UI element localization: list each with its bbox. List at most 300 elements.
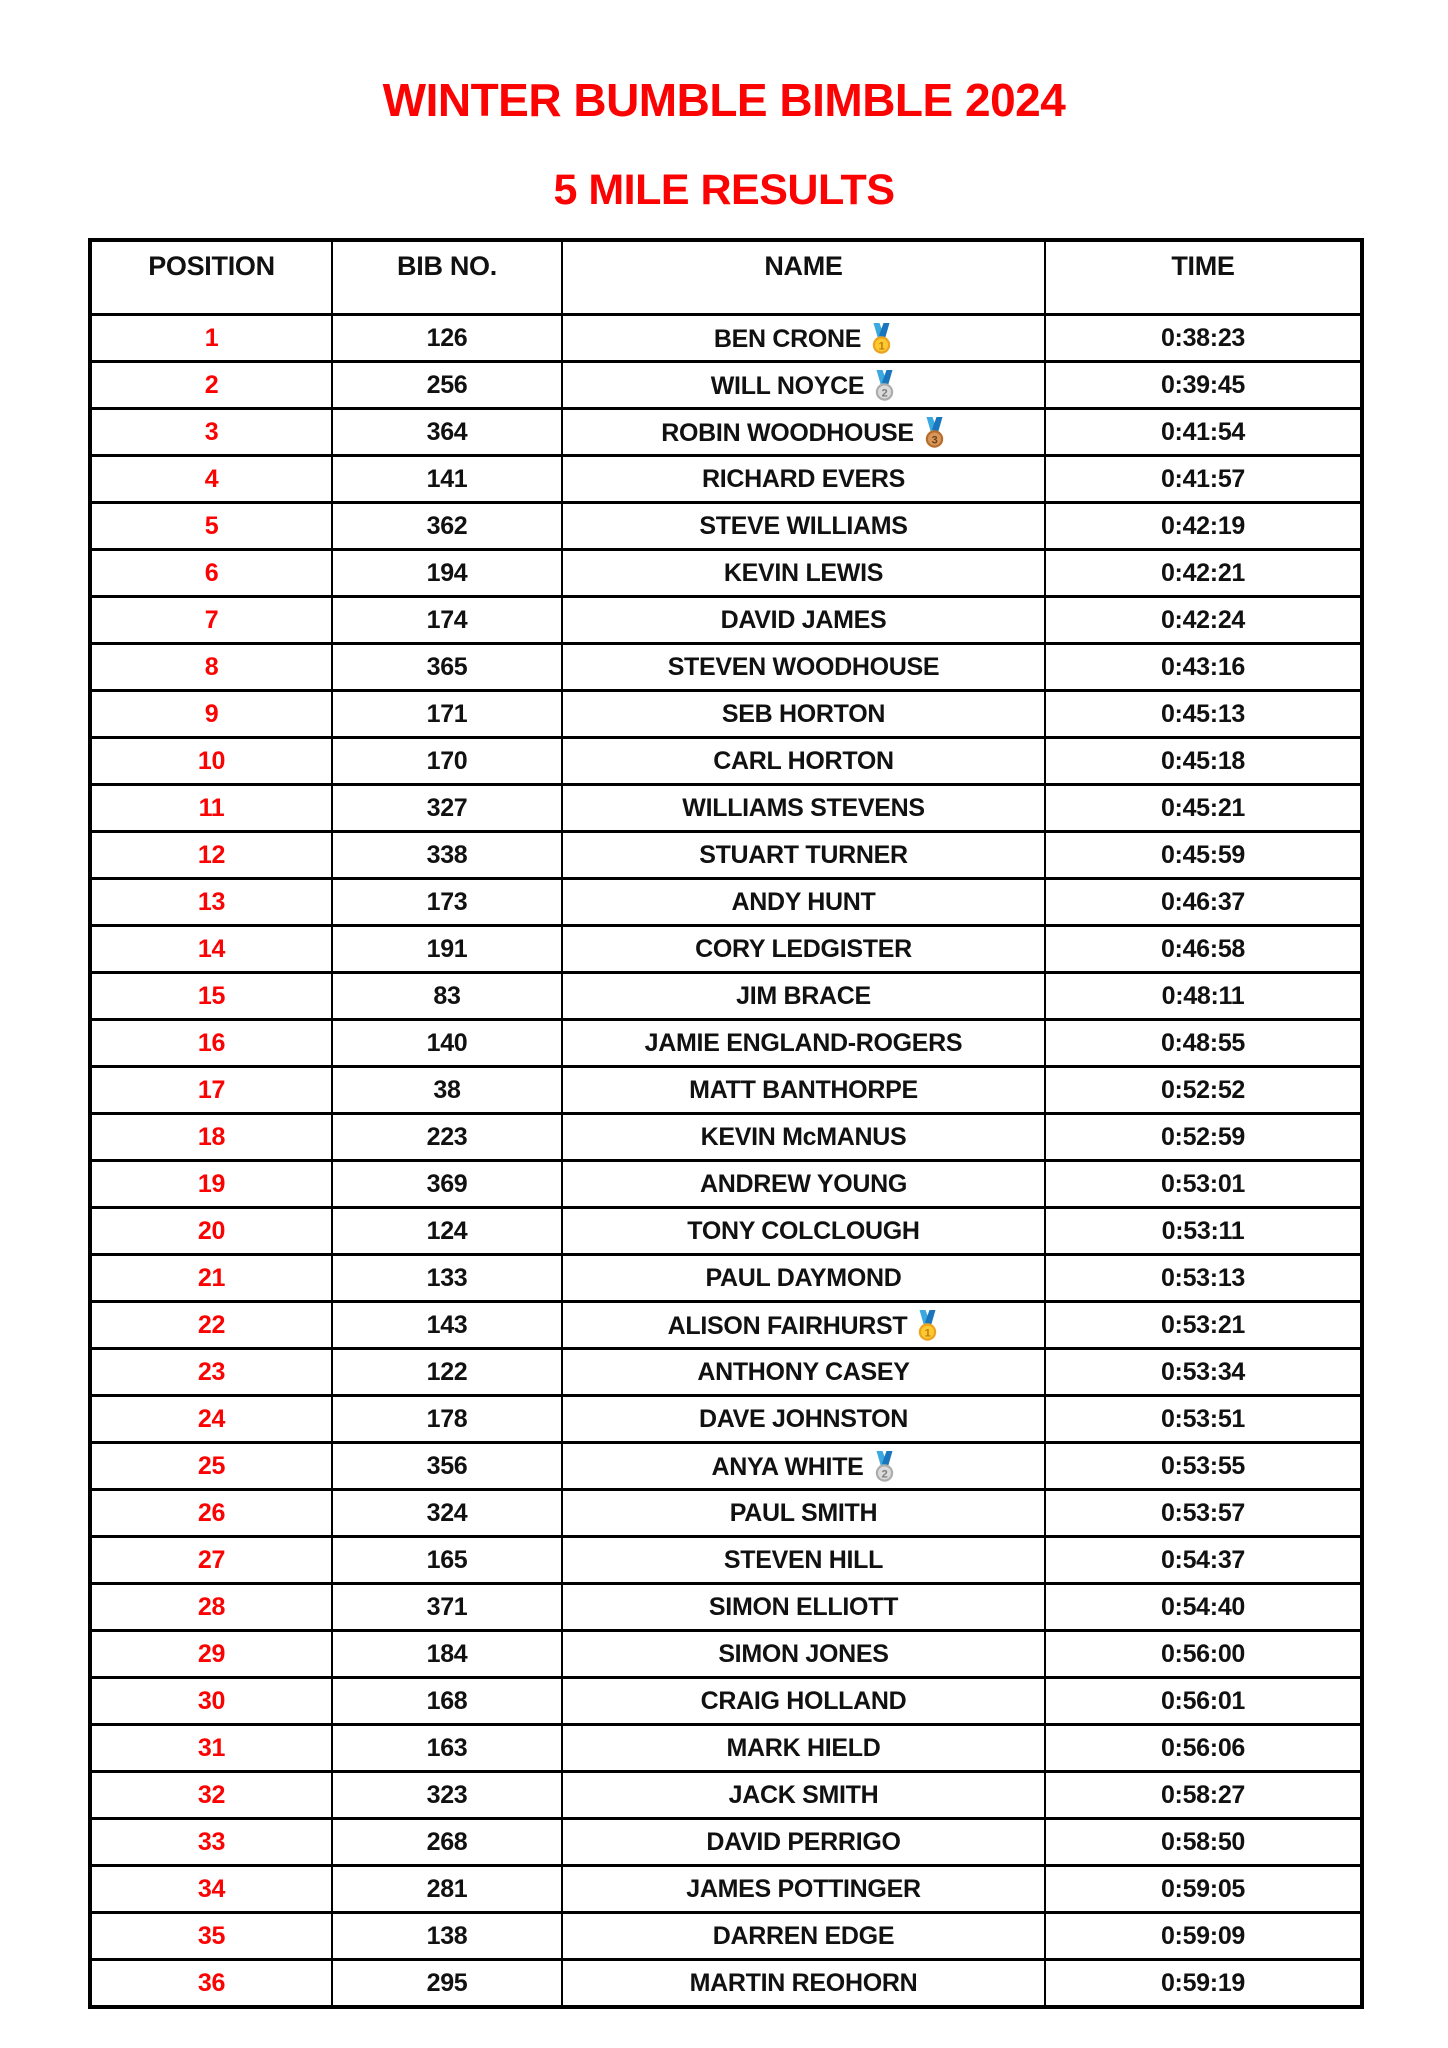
- bib-text: 371: [426, 1592, 468, 1621]
- result-row: [90, 738, 1362, 785]
- time-cell: [1045, 1490, 1362, 1537]
- bib-cell: [332, 1725, 562, 1772]
- time-text: 0:54:37: [1160, 1545, 1246, 1574]
- name-text: DARREN EDGE: [712, 1921, 895, 1950]
- position-cell: [90, 1443, 332, 1490]
- bib-cell: [332, 832, 562, 879]
- time-cell: [1045, 409, 1362, 456]
- name-cell: [562, 1067, 1045, 1114]
- time-cell: [1045, 550, 1362, 597]
- name-cell: [562, 1114, 1045, 1161]
- position-cell: [90, 1020, 332, 1067]
- name-text: STEVEN HILL: [723, 1545, 884, 1574]
- time-cell: [1045, 1772, 1362, 1819]
- position-text: 28: [197, 1592, 226, 1621]
- time-text: 0:53:51: [1160, 1404, 1246, 1433]
- bib-text: 133: [426, 1263, 468, 1292]
- result-row: [90, 1913, 1362, 1960]
- bib-cell: [332, 456, 562, 503]
- name-text: JAMES POTTINGER: [686, 1874, 921, 1903]
- result-row: [90, 1537, 1362, 1584]
- time-cell: [1045, 879, 1362, 926]
- name-text: DAVID JAMES: [720, 605, 887, 634]
- bib-text: 256: [426, 370, 468, 399]
- bib-cell: [332, 1114, 562, 1161]
- bib-cell: [332, 1866, 562, 1913]
- time-text: 0:53:13: [1160, 1263, 1246, 1292]
- page-title: WINTER BUMBLE BIMBLE 2024: [382, 74, 1066, 126]
- name-cell: [562, 973, 1045, 1020]
- svg-text:2: 2: [881, 387, 888, 400]
- name-text: MARK HIELD: [726, 1733, 881, 1762]
- bib-text: 124: [426, 1216, 468, 1245]
- name-cell: [562, 503, 1045, 550]
- position-text: 5: [204, 511, 219, 540]
- bib-cell: [332, 785, 562, 832]
- name-text: RICHARD EVERS: [701, 464, 906, 493]
- result-row: [90, 503, 1362, 550]
- result-row: [90, 1255, 1362, 1302]
- position-text: 35: [197, 1921, 226, 1950]
- time-cell: [1045, 1020, 1362, 1067]
- position-cell: [90, 738, 332, 785]
- name-text: JACK SMITH: [728, 1780, 879, 1809]
- position-cell: [90, 1819, 332, 1866]
- time-cell: [1045, 691, 1362, 738]
- bib-text: 170: [426, 746, 468, 775]
- position-cell: [90, 362, 332, 409]
- bib-text: 324: [426, 1498, 468, 1527]
- name-cell: [562, 1913, 1045, 1960]
- position-cell: [90, 1960, 332, 2008]
- bib-text: 122: [426, 1357, 468, 1386]
- time-cell: [1045, 1396, 1362, 1443]
- position-cell: [90, 1631, 332, 1678]
- bib-cell: [332, 1913, 562, 1960]
- time-text: 0:45:21: [1160, 793, 1246, 822]
- time-text: 0:56:06: [1160, 1733, 1246, 1762]
- result-row: [90, 1960, 1362, 2008]
- time-text: 0:52:52: [1160, 1075, 1246, 1104]
- time-text: 0:45:18: [1160, 746, 1246, 775]
- position-text: 31: [197, 1733, 226, 1762]
- svg-text:1: 1: [878, 340, 885, 353]
- position-cell: [90, 785, 332, 832]
- position-text: 10: [197, 746, 226, 775]
- name-text: TONY COLCLOUGH: [687, 1216, 920, 1245]
- position-text: 27: [197, 1545, 226, 1574]
- bib-text: 194: [426, 558, 468, 587]
- name-text: SIMON JONES: [718, 1639, 889, 1668]
- bib-cell: [332, 1537, 562, 1584]
- bib-text: 171: [426, 699, 468, 728]
- bib-cell: [332, 409, 562, 456]
- name-cell: [562, 597, 1045, 644]
- time-text: 0:53:34: [1160, 1357, 1246, 1386]
- time-text: 0:42:21: [1160, 558, 1246, 587]
- result-row: [90, 644, 1362, 691]
- result-row: [90, 691, 1362, 738]
- name-cell: [562, 1584, 1045, 1631]
- name-cell: [562, 1208, 1045, 1255]
- bib-text: 223: [426, 1122, 468, 1151]
- result-row: [90, 456, 1362, 503]
- bib-cell: [332, 1020, 562, 1067]
- position-cell: [90, 644, 332, 691]
- name-cell: [562, 1631, 1045, 1678]
- position-cell: [90, 1725, 332, 1772]
- bib-text: 362: [426, 511, 468, 540]
- position-text: 26: [197, 1498, 226, 1527]
- bib-text: 184: [426, 1639, 468, 1668]
- time-text: 0:42:24: [1160, 605, 1246, 634]
- bib-text: 140: [426, 1028, 468, 1057]
- result-row: [90, 1114, 1362, 1161]
- position-cell: [90, 1678, 332, 1725]
- position-text: 19: [197, 1169, 226, 1198]
- time-text: 0:53:57: [1160, 1498, 1246, 1527]
- results-table: [88, 238, 1364, 2009]
- bib-cell: [332, 738, 562, 785]
- name-text: MARTIN REOHORN: [689, 1968, 918, 1997]
- bib-cell: [332, 1067, 562, 1114]
- name-text: PAUL DAYMOND: [705, 1263, 902, 1292]
- time-cell: [1045, 926, 1362, 973]
- name-text: CARL HORTON: [713, 746, 894, 775]
- position-text: 24: [197, 1404, 226, 1433]
- time-cell: [1045, 597, 1362, 644]
- position-cell: [90, 691, 332, 738]
- bib-text: 168: [426, 1686, 468, 1715]
- bib-cell: [332, 503, 562, 550]
- position-cell: [90, 315, 332, 362]
- name-cell: [562, 1772, 1045, 1819]
- result-row: [90, 597, 1362, 644]
- position-cell: [90, 1584, 332, 1631]
- position-cell: [90, 503, 332, 550]
- time-text: 0:48:11: [1161, 981, 1245, 1010]
- time-text: 0:46:58: [1160, 934, 1246, 963]
- time-text: 0:39:45: [1160, 370, 1246, 399]
- time-cell: [1045, 1819, 1362, 1866]
- bib-cell: [332, 1490, 562, 1537]
- time-text: 0:58:27: [1160, 1780, 1246, 1809]
- name-cell: [562, 315, 1045, 362]
- time-cell: [1045, 1302, 1362, 1349]
- name-cell: [562, 1020, 1045, 1067]
- name-cell: [562, 832, 1045, 879]
- result-row: [90, 1631, 1362, 1678]
- name-cell: [562, 1255, 1045, 1302]
- bib-text: 141: [426, 464, 468, 493]
- column-header-position: POSITION: [90, 240, 332, 315]
- result-row: [90, 832, 1362, 879]
- name-text: STEVEN WOODHOUSE: [667, 652, 940, 681]
- name-cell: [562, 1725, 1045, 1772]
- name-text: MATT BANTHORPE: [689, 1075, 918, 1104]
- bib-cell: [332, 1631, 562, 1678]
- name-text: PAUL SMITH: [729, 1498, 878, 1527]
- position-cell: [90, 1866, 332, 1913]
- result-row: [90, 973, 1362, 1020]
- bib-cell: [332, 1161, 562, 1208]
- bib-text: 338: [426, 840, 468, 869]
- result-row: [90, 1443, 1362, 1490]
- position-text: 15: [197, 981, 226, 1010]
- position-text: 16: [197, 1028, 226, 1057]
- bib-cell: [332, 597, 562, 644]
- bib-cell: [332, 1255, 562, 1302]
- time-text: 0:43:16: [1160, 652, 1246, 681]
- medal-silver-icon: [873, 370, 896, 401]
- position-cell: [90, 409, 332, 456]
- position-cell: [90, 832, 332, 879]
- result-row: [90, 1302, 1362, 1349]
- position-text: 11: [198, 793, 225, 822]
- position-cell: [90, 1396, 332, 1443]
- time-text: 0:38:23: [1160, 323, 1246, 352]
- name-cell: [562, 1819, 1045, 1866]
- name-cell: [562, 1396, 1045, 1443]
- name-text: KEVIN LEWIS: [723, 558, 884, 587]
- bib-cell: [332, 1819, 562, 1866]
- time-cell: [1045, 1866, 1362, 1913]
- time-text: 0:42:19: [1160, 511, 1246, 540]
- position-text: 2: [204, 370, 219, 399]
- bib-cell: [332, 973, 562, 1020]
- result-row: [90, 1772, 1362, 1819]
- time-text: 0:59:05: [1160, 1874, 1246, 1903]
- position-text: 33: [197, 1827, 226, 1856]
- page-subtitle: 5 MILE RESULTS: [553, 166, 895, 215]
- name-cell: [562, 644, 1045, 691]
- time-text: 0:48:55: [1160, 1028, 1246, 1057]
- bib-text: 165: [426, 1545, 468, 1574]
- time-cell: [1045, 503, 1362, 550]
- position-text: 20: [197, 1216, 226, 1245]
- result-row: [90, 1020, 1362, 1067]
- name-text: ANTHONY CASEY: [697, 1357, 910, 1386]
- name-cell: [562, 691, 1045, 738]
- bib-text: 143: [426, 1310, 468, 1339]
- position-cell: [90, 1255, 332, 1302]
- time-text: 0:59:19: [1160, 1968, 1246, 1997]
- bib-text: 364: [426, 417, 468, 446]
- time-text: 0:53:01: [1160, 1169, 1246, 1198]
- time-cell: [1045, 315, 1362, 362]
- bib-cell: [332, 1208, 562, 1255]
- position-cell: [90, 550, 332, 597]
- position-cell: [90, 1208, 332, 1255]
- position-text: 29: [197, 1639, 226, 1668]
- time-text: 0:53:21: [1160, 1310, 1246, 1339]
- position-text: 23: [197, 1357, 226, 1386]
- position-cell: [90, 973, 332, 1020]
- time-text: 0:45:13: [1160, 699, 1246, 728]
- bib-cell: [332, 1349, 562, 1396]
- name-cell: [562, 879, 1045, 926]
- position-text: 17: [197, 1075, 226, 1104]
- medal-bronze-icon: [923, 417, 946, 448]
- result-row: [90, 1067, 1362, 1114]
- name-cell: [562, 1678, 1045, 1725]
- time-text: 0:53:55: [1160, 1451, 1246, 1480]
- result-row: [90, 1725, 1362, 1772]
- name-text: ANDY HUNT: [731, 887, 876, 916]
- bib-text: 356: [426, 1451, 468, 1480]
- name-text: ROBIN WOODHOUSE: [661, 418, 914, 447]
- time-text: 0:56:01: [1160, 1686, 1246, 1715]
- position-text: 32: [197, 1780, 226, 1809]
- time-text: 0:53:11: [1161, 1216, 1245, 1245]
- name-text: SIMON ELLIOTT: [708, 1592, 899, 1621]
- name-cell: [562, 738, 1045, 785]
- name-cell: [562, 1349, 1045, 1396]
- position-cell: [90, 1161, 332, 1208]
- result-row: [90, 1490, 1362, 1537]
- time-text: 0:52:59: [1160, 1122, 1246, 1151]
- name-text: JAMIE ENGLAND-ROGERS: [644, 1028, 963, 1057]
- time-cell: [1045, 362, 1362, 409]
- bib-cell: [332, 1584, 562, 1631]
- position-text: 12: [197, 840, 226, 869]
- position-text: 9: [204, 699, 219, 728]
- result-row: [90, 550, 1362, 597]
- bib-cell: [332, 879, 562, 926]
- medal-gold-icon: [870, 323, 893, 354]
- name-text: STUART TURNER: [699, 840, 908, 869]
- position-cell: [90, 879, 332, 926]
- column-header-name: NAME: [562, 240, 1045, 315]
- bib-cell: [332, 1443, 562, 1490]
- result-row: [90, 785, 1362, 832]
- result-row: [90, 879, 1362, 926]
- name-cell: [562, 926, 1045, 973]
- name-cell: [562, 1490, 1045, 1537]
- result-row: [90, 1161, 1362, 1208]
- position-text: 8: [204, 652, 219, 681]
- bib-text: 178: [426, 1404, 468, 1433]
- bib-text: 295: [426, 1968, 468, 1997]
- time-cell: [1045, 1161, 1362, 1208]
- position-text: 14: [197, 934, 226, 963]
- time-cell: [1045, 1913, 1362, 1960]
- bib-cell: [332, 550, 562, 597]
- svg-text:1: 1: [924, 1327, 931, 1340]
- name-text: KEVIN McMANUS: [700, 1122, 907, 1151]
- bib-text: 174: [426, 605, 468, 634]
- time-cell: [1045, 1584, 1362, 1631]
- time-cell: [1045, 1349, 1362, 1396]
- position-text: 7: [204, 605, 219, 634]
- name-cell: [562, 1302, 1045, 1349]
- name-text: CORY LEDGISTER: [695, 934, 912, 963]
- name-text: STEVE WILLIAMS: [699, 511, 908, 540]
- time-cell: [1045, 1067, 1362, 1114]
- name-text: ALISON FAIRHURST: [667, 1311, 908, 1340]
- name-cell: [562, 1537, 1045, 1584]
- svg-text:3: 3: [931, 434, 938, 447]
- bib-text: 369: [426, 1169, 468, 1198]
- time-cell: [1045, 785, 1362, 832]
- bib-text: 83: [433, 981, 461, 1010]
- bib-text: 163: [426, 1733, 468, 1762]
- bib-text: 138: [426, 1921, 468, 1950]
- result-row: [90, 409, 1362, 456]
- position-text: 3: [204, 417, 219, 446]
- time-cell: [1045, 1631, 1362, 1678]
- position-text: 6: [204, 558, 219, 587]
- time-cell: [1045, 1114, 1362, 1161]
- bib-cell: [332, 362, 562, 409]
- result-row: [90, 1866, 1362, 1913]
- result-row: [90, 926, 1362, 973]
- position-text: 18: [197, 1122, 226, 1151]
- time-cell: [1045, 1537, 1362, 1584]
- name-text: WILL NOYCE: [710, 371, 865, 400]
- position-text: 30: [197, 1686, 226, 1715]
- time-cell: [1045, 832, 1362, 879]
- bib-text: 173: [426, 887, 468, 916]
- result-row: [90, 1678, 1362, 1725]
- time-cell: [1045, 973, 1362, 1020]
- medal-silver-icon: [873, 1451, 896, 1482]
- time-text: 0:59:09: [1160, 1921, 1246, 1950]
- time-cell: [1045, 1678, 1362, 1725]
- bib-text: 126: [426, 323, 468, 352]
- bib-cell: [332, 1302, 562, 1349]
- bib-cell: [332, 691, 562, 738]
- position-text: 22: [197, 1310, 226, 1339]
- time-cell: [1045, 644, 1362, 691]
- bib-cell: [332, 926, 562, 973]
- name-cell: [562, 1161, 1045, 1208]
- time-text: 0:41:54: [1160, 417, 1246, 446]
- name-cell: [562, 785, 1045, 832]
- name-text: DAVE JOHNSTON: [698, 1404, 909, 1433]
- bib-text: 191: [426, 934, 468, 963]
- name-cell: [562, 1960, 1045, 2008]
- position-cell: [90, 1114, 332, 1161]
- name-text: WILLIAMS STEVENS: [682, 793, 925, 822]
- column-header-time: TIME: [1045, 240, 1362, 315]
- result-row: [90, 362, 1362, 409]
- name-text: SEB HORTON: [721, 699, 886, 728]
- bib-cell: [332, 1678, 562, 1725]
- bib-text: 365: [426, 652, 468, 681]
- time-cell: [1045, 1255, 1362, 1302]
- time-text: 0:58:50: [1160, 1827, 1246, 1856]
- position-text: 13: [197, 887, 226, 916]
- position-text: 25: [197, 1451, 226, 1480]
- position-cell: [90, 926, 332, 973]
- result-row: [90, 1396, 1362, 1443]
- name-cell: [562, 1866, 1045, 1913]
- results-header-row: [90, 240, 1362, 315]
- name-text: ANYA WHITE: [711, 1452, 864, 1481]
- bib-cell: [332, 1960, 562, 2008]
- time-text: 0:56:00: [1160, 1639, 1246, 1668]
- time-cell: [1045, 1725, 1362, 1772]
- bib-text: 281: [426, 1874, 468, 1903]
- bib-text: 38: [433, 1075, 461, 1104]
- bib-text: 323: [426, 1780, 468, 1809]
- result-row: [90, 1819, 1362, 1866]
- bib-text: 327: [426, 793, 468, 822]
- position-text: 1: [204, 323, 219, 352]
- name-text: CRAIG HOLLAND: [700, 1686, 907, 1715]
- position-cell: [90, 1302, 332, 1349]
